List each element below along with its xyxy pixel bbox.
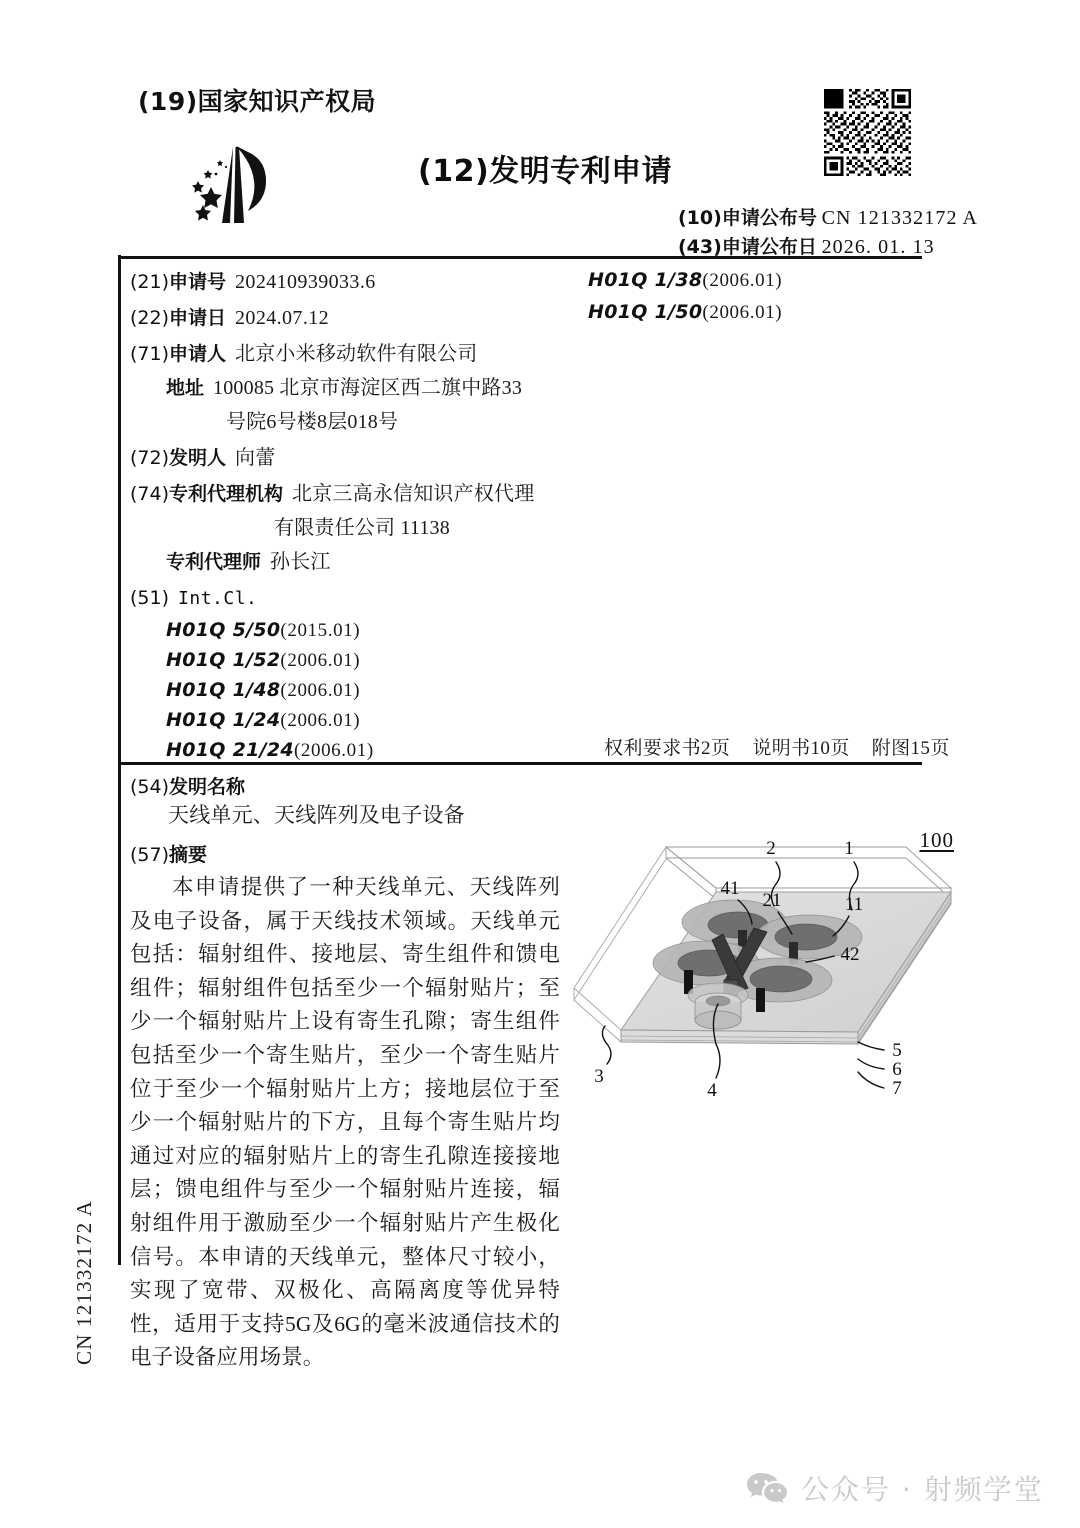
invention-title-section [130, 772, 560, 831]
figure-callout-3: 3 [594, 1066, 604, 1087]
address-line-1: 100085 北京市海淀区西二旗中路33 [213, 377, 523, 399]
application-number-label: 申请号 [169, 271, 227, 293]
application-number-code: (21) [130, 271, 170, 293]
figure-svg [566, 820, 966, 1120]
field-applicant [130, 337, 570, 439]
publication-date-code: (43) [678, 236, 722, 258]
qr-code [821, 86, 914, 179]
int-cl-entry-version: (2006.01) [293, 740, 374, 761]
int-cl-entry [166, 736, 570, 766]
publication-number-label: 申请公布号 [721, 207, 817, 229]
issuing-office-name: 国家知识产权局 [197, 87, 377, 116]
ipc-right-entry-code: H01Q 1/50 [588, 301, 703, 323]
abstract-section [130, 840, 560, 1375]
footer-watermark [746, 1468, 1044, 1508]
application-number-value: 202410939033.6 [235, 271, 376, 293]
int-cl-label: Int.Cl. [178, 588, 258, 609]
page-count-summary [604, 733, 950, 760]
figure-callout-21: 21 [762, 890, 782, 911]
int-cl-entry-version: (2006.01) [280, 680, 361, 701]
figure-main-reference-label: 100 [919, 828, 954, 852]
issuing-office [138, 82, 376, 118]
publication-number-row [678, 203, 978, 230]
cnipa-emblem [178, 143, 300, 231]
int-cl-entry [166, 676, 570, 706]
ipc-right-column [588, 265, 782, 329]
inventor-label: 发明人 [169, 447, 227, 469]
bibliographic-data [130, 265, 570, 768]
figure-callout-2: 2 [766, 838, 776, 859]
field-application-date [130, 301, 570, 335]
int-cl-entry [166, 616, 570, 646]
int-cl-entries [130, 616, 570, 766]
watermark-text: 公众号 · 射频学堂 [801, 1473, 1044, 1506]
invention-title-header [130, 772, 560, 799]
application-date-value: 2024.07.12 [235, 307, 330, 329]
inventor-code: (72) [130, 447, 170, 469]
applicant-value: 北京小米移动软件有限公司 [235, 343, 478, 365]
int-cl-entry-code: H01Q 21/24 [166, 739, 294, 761]
ipc-right-entry [588, 265, 782, 297]
figure-callout-7: 7 [892, 1078, 902, 1099]
issuing-office-code: (19) [138, 87, 198, 116]
wechat-icon [746, 1471, 788, 1505]
abstract-header [130, 840, 560, 867]
publication-number-value: CN 121332172 A [821, 207, 979, 229]
figure-callout-5: 5 [892, 1040, 902, 1061]
figure-callout-1: 1 [844, 838, 854, 859]
ipc-right-entry-code: H01Q 1/38 [588, 269, 703, 291]
figure-callout-42: 42 [840, 944, 860, 965]
address-line-2: 号院6号楼8层018号 [226, 411, 399, 433]
field-inventor [130, 441, 570, 475]
publication-date-row [678, 232, 935, 259]
int-cl-entry-version: (2006.01) [280, 650, 361, 671]
address-label: 地址 [166, 377, 205, 399]
application-date-label: 申请日 [169, 307, 227, 329]
publication-date-value: 2026. 01. 13 [821, 236, 935, 258]
applicant-label: 申请人 [169, 343, 227, 365]
agency-code: (74) [130, 483, 170, 505]
field-int-cl [130, 581, 570, 766]
figure-callout-11: 11 [844, 894, 864, 915]
claims-page-count: 权利要求书2页 [604, 738, 731, 759]
int-cl-entry-code: H01Q 5/50 [166, 619, 281, 641]
abstract-text: 本申请提供了一种天线单元、天线阵列及电子设备，属于天线技术领域。天线单元包括：辐射组件、接地层、寄生组件和馈电组件；辐射组件包括至少一个辐射贴片；至少一个辐射贴片上设有寄生孔隙；寄生组件包括至少一个寄生贴片，至少一个寄生贴片位于至少一个辐射贴片上方；接地层位于至少一个辐射贴片的下方，且每个寄生贴片均通过对应的辐射贴片上的寄生孔隙连接接地层；馈电组件与至少一个辐射贴片连接，辐射组件用于激励至少一个辐射贴片产生极化信号。本申请的天线单元，整体尺寸较小，实现了宽带、双极化、高隔离度等优异特性，适用于支持5G及6G的毫米波通信技术的电子设备应用场景。 [130, 875, 560, 1370]
application-date-code: (22) [130, 307, 170, 329]
side-publication-code: CN 121332172 A [72, 1200, 96, 1365]
inventor-value: 向蕾 [235, 447, 276, 469]
agency-line-1: 北京三高永信知识产权代理 [292, 483, 535, 505]
invention-title-label: 发明名称 [169, 776, 246, 798]
int-cl-entry-code: H01Q 1/48 [166, 679, 281, 701]
int-cl-entry [166, 646, 570, 676]
document-type-name: 发明专利申请 [489, 154, 673, 189]
agency-line-2: 有限责任公司 11138 [274, 517, 450, 539]
int-cl-entry-version: (2006.01) [280, 710, 361, 731]
int-cl-code: (51) [130, 587, 170, 609]
int-cl-entry-code: H01Q 1/24 [166, 709, 281, 731]
invention-title-text: 天线单元、天线阵列及电子设备 [168, 803, 465, 827]
applicant-code: (71) [130, 343, 170, 365]
figure-callout-6: 6 [892, 1059, 902, 1080]
field-application-number [130, 265, 570, 299]
agency-label: 专利代理机构 [169, 483, 284, 505]
invention-title-code: (54) [130, 776, 170, 798]
description-page-count: 说明书10页 [752, 738, 850, 759]
drawings-page-count: 附图15页 [871, 738, 950, 759]
figure-callout-4: 4 [707, 1080, 717, 1101]
ipc-right-entry-version: (2006.01) [702, 302, 783, 323]
ipc-right-entry [588, 297, 782, 329]
abstract-label: 摘要 [169, 844, 208, 866]
document-type-code: (12) [418, 154, 490, 189]
publication-number-code: (10) [678, 207, 722, 229]
field-agency [130, 477, 570, 579]
antenna-unit-perspective-diagram [566, 820, 966, 1120]
int-cl-entry-version: (2015.01) [280, 620, 361, 641]
figure-callout-41: 41 [720, 878, 740, 899]
publication-date-label: 申请公布日 [721, 236, 817, 258]
int-cl-entry-code: H01Q 1/52 [166, 649, 281, 671]
ipc-right-entry-version: (2006.01) [702, 270, 783, 291]
left-frame-rule [118, 255, 121, 1265]
document-type-title [418, 146, 672, 190]
abstract-code: (57) [130, 844, 170, 866]
int-cl-entry [166, 706, 570, 736]
agent-value: 孙长江 [270, 551, 331, 573]
agent-label: 专利代理师 [166, 551, 262, 573]
